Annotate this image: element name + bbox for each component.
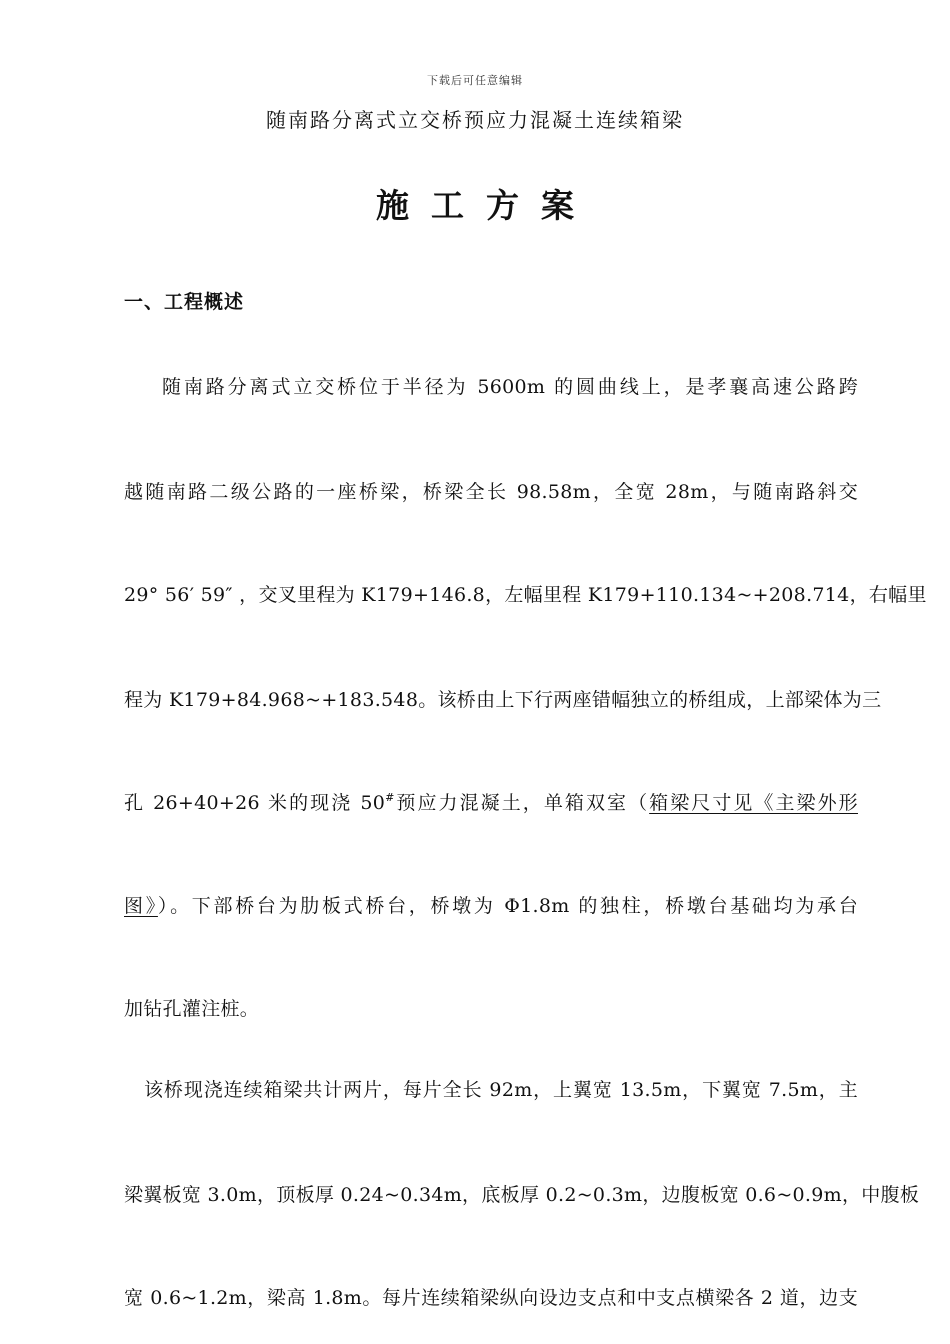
drawing-reference-link-end[interactable]: 图》 bbox=[124, 895, 158, 917]
line-6-text: ）。下部桥台为肋板式桥台，桥墩为 Φ1.8m 的独柱，桥墩台基础均为承台 bbox=[157, 895, 858, 917]
paragraph-2-line-1: 该桥现浇连续箱梁共计两片，每片全长 92m，上翼宽 13.5m，下翼宽 7.5m，主 bbox=[144, 1079, 858, 1101]
paragraph-1-line-6 bbox=[124, 891, 858, 918]
line-5-text-a: 孔 26+40+26 米的现浇 50 bbox=[124, 792, 386, 814]
paragraph-1-line-3: 29° 56′ 59″ ，交叉里程为 K179+146.8，左幅里程 K179+110.134~+208.714，右幅里 bbox=[124, 584, 927, 606]
paragraph-2-line-2: 梁翼板宽 3.0m，顶板厚 0.24~0.34m，底板厚 0.2~0.3m，边腹板宽 0.6~0.9m，中腹板 bbox=[124, 1184, 920, 1206]
paragraph-2-line-3: 宽 0.6~1.2m，梁高 1.8m。每片连续箱梁纵向设边支点和中支点横梁各 2 道，边支 bbox=[124, 1287, 858, 1309]
line-5-text-b: 预应力混凝土，单箱双室（ bbox=[394, 792, 650, 814]
section-heading: 一、工程概述 bbox=[124, 291, 245, 313]
document-title: 施工方案 bbox=[376, 186, 596, 225]
document-subtitle: 随南路分离式立交桥预应力混凝土连续箱梁 bbox=[266, 108, 684, 132]
drawing-reference-link[interactable]: 箱梁尺寸见《主梁外形 bbox=[649, 792, 858, 814]
paragraph-1-line-1: 随南路分离式立交桥位于半径为 5600m 的圆曲线上，是孝襄高速公路跨 bbox=[162, 376, 858, 398]
paragraph-1-line-2: 越随南路二级公路的一座桥梁，桥梁全长 98.58m，全宽 28m，与随南路斜交 bbox=[124, 481, 858, 503]
grade-superscript: # bbox=[385, 791, 395, 804]
download-note: 下载后可任意编辑 bbox=[427, 74, 523, 87]
paragraph-1-line-5 bbox=[124, 788, 858, 815]
paragraph-1-line-4: 程为 K179+84.968~+183.548。该桥由上下行两座错幅独立的桥组成，上部梁体为三 bbox=[124, 689, 882, 711]
paragraph-1-line-7: 加钻孔灌注桩。 bbox=[124, 998, 260, 1020]
